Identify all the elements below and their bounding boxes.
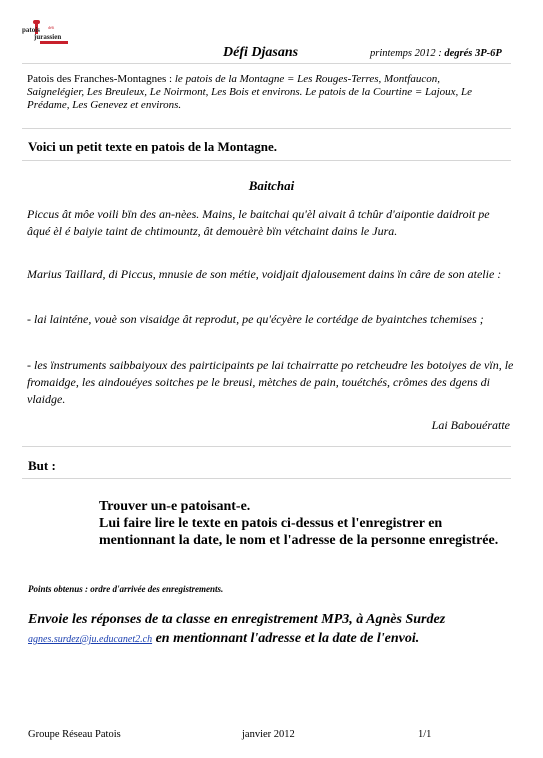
footer-page: 1/1 <box>418 729 432 740</box>
intro-paragraph <box>27 73 497 112</box>
season-info <box>370 48 502 59</box>
text-paragraph-3: - lai lainténe, vouè son visaidge ât reprodut, pe qu'écyère le cortédge de byaintches tchemises ; <box>27 312 484 326</box>
intro-body: le patois de la Montagne = Les Rouges-Terres, Montfaucon, Saignelégier, Les Breuleux, Le Noirmont, Les Bois et environs. Le patois de la Courtine = Lajoux, Le Prédame, Les Genevez et environs. <box>27 73 473 111</box>
logo-text-1: patois <box>22 26 40 34</box>
season-prefix: printemps 2012 : <box>370 48 445 59</box>
section-heading: Voici un petit texte en patois de la Montagne. <box>28 139 278 154</box>
send-instructions <box>28 610 528 649</box>
goal-task <box>99 498 499 549</box>
divider <box>22 478 511 479</box>
logo-text-2: jurassien <box>34 33 62 41</box>
logo-bar <box>40 41 68 44</box>
send-line-1: Envoie les réponses de ta classe en enregistrement MP3, à Agnès Surdez <box>28 612 446 627</box>
goal-label: But : <box>28 458 56 473</box>
footer-date: janvier 2012 <box>242 729 295 740</box>
logo <box>22 20 84 52</box>
text-signature: Lai Babouératte <box>431 418 510 432</box>
goal-line-2: Lui faire lire le texte en patois ci-dessus et l'enregistrer en mentionnant la date, le nom et l'adresse de la personne enregistrée. <box>99 516 499 548</box>
send-line-2: en mentionnant l'adresse et la date de l'envoi. <box>152 631 420 646</box>
footer-left: Groupe Réseau Patois <box>28 729 121 740</box>
text-title: Baitchai <box>248 178 295 193</box>
document-title: Défi Djasans <box>223 45 299 60</box>
goal-line-1: Trouver un-e patoisant-e. <box>99 499 251 514</box>
divider <box>22 446 511 447</box>
divider <box>22 128 511 129</box>
points-note: Points obtenus : ordre d'arrivée des enregistrements. <box>28 584 224 594</box>
season-grades: degrés 3P-6P <box>444 48 502 59</box>
divider <box>22 160 511 161</box>
logo-text-3: défi <box>48 25 55 30</box>
text-paragraph-1: Piccus ât môe voili bïn des an-nèes. Mains, le baitchai qu'èl aivait â tchûr d'aipontie daidroit pe âqué èl é baiyie taint de chtimountz, ât demouèrè bïn vétchaint dains le Jura. <box>27 207 490 238</box>
text-paragraph-2: Marius Taillard, di Piccus, mnusie de son métie, voidjait djalousement dains ïn câre de son atelie : <box>27 267 502 281</box>
text-paragraph-4: - les ïnstruments saibbaiyoux des pairticipaints pe lai tchairratte po retcheudre les botoiyes de vïn, le fromaidge, les aindouéyes soitches pe le breusi, mètches de pain, touétchés, crômes des dgens di vlaidge. <box>27 358 514 406</box>
divider <box>22 63 511 64</box>
intro-lead: Patois des Franches-Montagnes : <box>27 73 175 85</box>
email-link[interactable]: agnes.surdez@ju.educanet2.ch <box>28 634 153 645</box>
